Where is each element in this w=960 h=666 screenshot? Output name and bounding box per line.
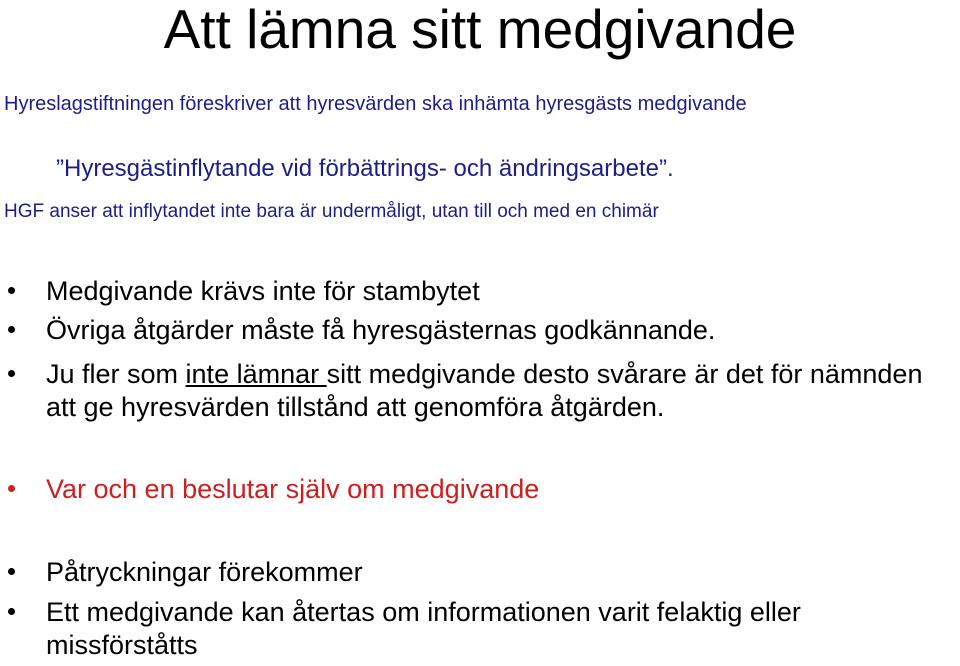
bullet-text: Var och en beslutar själv om medgivande [46,474,540,504]
bullet-text-after: sitt medgivande desto svårare är det för nämnden att ge hyresvärden tillstånd att genomföra åtgärden. [46,359,923,422]
slide-title: Att lämna sitt medgivande [163,0,797,60]
bullet-item-stambyte [46,275,946,308]
bullet-text-before: Ju fler som [46,359,186,389]
bullet-item-medgivande-kan-atertas [46,596,806,662]
intro-text: Hyreslagstiftningen föreskriver att hyresvärden ska inhämta hyresgästs medgivande [4,93,747,115]
bullet-text: Övriga åtgärder måste få hyresgästernas godkännande. [46,315,716,345]
bullet-text: Påtryckningar förekommer [46,557,363,587]
bullet-text: Medgivande krävs inte för stambytet [46,276,480,306]
underlined-text: inte lämnar [185,359,327,389]
bullet-item-patryckningar [46,556,946,589]
bullet-text: Ett medgivande kan återtas om informationen varit felaktig eller missförståtts [46,597,801,660]
quote-text: ”Hyresgästinflytande vid förbättrings- och ändringsarbete”. [56,155,674,182]
hgf-note: HGF anser att inflytandet inte bara är undermåligt, utan till och med en chimär [4,201,659,222]
bullet-item-var-och-en [46,473,946,506]
bullet-item-ju-fler [46,358,926,424]
bullet-item-ovriga-atgarder [46,314,946,347]
